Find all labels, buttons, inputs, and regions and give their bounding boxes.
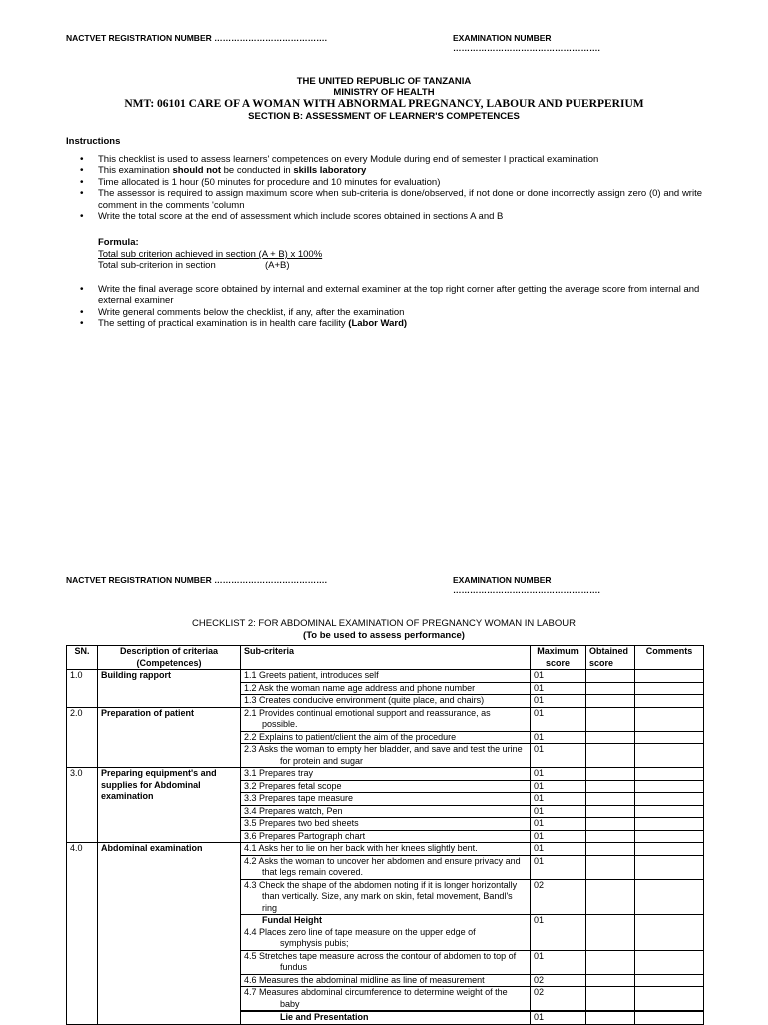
subcriterion: 2.3 Asks the woman to empty her bladder, and save and test the urine for protein and sugar [241,744,531,768]
instruction-item: • Time allocated is 1 hour (50 minutes for procedure and 10 minutes for evaluation) [66,177,702,188]
section-description: Abdominal examination [98,843,241,1025]
obtained-score-cell[interactable] [586,1011,635,1024]
comments-cell[interactable] [635,879,704,915]
max-score: 01 [531,830,586,843]
section-number: 3.0 [67,768,98,843]
max-score: 01 [531,695,586,708]
obtained-score-cell[interactable] [586,843,635,856]
instruction-item: • The assessor is required to assign maximum score when sub-criteria is done/observed, if not done or done incorrectly assign zero (0) and write comment in the comments 'column [66,188,702,211]
instructions-list-2 [66,284,702,330]
subcriterion: Fundal Height 4.4 Places zero line of tape measure on the upper edge of symphysis pubis; [241,915,531,951]
max-score: 01 [531,1011,586,1024]
fundal-height-heading: Fundal Height [262,915,322,925]
max-score: 01 [531,707,586,731]
max-score: 01 [531,843,586,856]
comments-cell[interactable] [635,707,704,731]
instruction-item: • Write the total score at the end of assessment which include scores obtained in sections A and B [66,211,702,222]
max-score: 01 [531,818,586,831]
table-row [67,707,704,731]
obtained-score-cell[interactable] [586,670,635,683]
comments-cell[interactable] [635,855,704,879]
col-header-comments: Comments [635,646,704,670]
max-score: 02 [531,974,586,987]
section-description: Building rapport [98,670,241,708]
max-score: 02 [531,879,586,915]
instruction-item: • The setting of practical examination is in health care facility (Labor Ward) [66,318,702,329]
formula-label: Formula: [98,237,139,248]
section-number: 1.0 [67,670,98,708]
comments-cell[interactable] [635,915,704,951]
comments-cell[interactable] [635,974,704,987]
max-score: 01 [531,670,586,683]
bottom-header [66,575,696,596]
table-row [67,670,704,683]
obtained-score-cell[interactable] [586,830,635,843]
checklist-title: CHECKLIST 2: FOR ABDOMINAL EXAMINATION OF PREGNANCY WOMAN IN LABOUR [192,618,576,629]
obtained-score-cell[interactable] [586,974,635,987]
max-score: 01 [531,731,586,744]
obtained-score-cell[interactable] [586,707,635,731]
col-header-sn: SN. [67,646,98,670]
comments-cell[interactable] [635,670,704,683]
col-header-description: Description of criteriaa (Competences) [98,646,241,670]
section-number: 4.0 [67,843,98,1025]
comments-cell[interactable] [635,682,704,695]
obtained-score-cell[interactable] [586,780,635,793]
formula-numerator: Total sub criterion achieved in section (A + B) x 100% [98,249,323,260]
max-score: 01 [531,768,586,781]
section-title: SECTION B: ASSESSMENT OF LEARNER'S COMPETENCES [248,111,520,122]
subcriterion: 4.6 Measures the abdominal midline as line of measurement [241,974,531,987]
checklist-table [66,645,704,1025]
registration-number-label: NACTVET REGISTRATION NUMBER …………………………………. [66,33,327,43]
subcriterion: 3.4 Prepares watch, Pen [241,805,531,818]
top-header [66,33,696,54]
instructions-heading: Instructions [66,136,121,147]
comments-cell[interactable] [635,843,704,856]
formula-denominator: Total sub-criterion in section (A+B) [98,260,290,271]
subcriterion [241,1011,531,1024]
subcriterion: 4.3 Check the shape of the abdomen noting if it is longer horizontally than vertically. Size, any mark on skin, fetal movement, Bandl's ring [241,879,531,915]
obtained-score-cell[interactable] [586,818,635,831]
instruction-item: • Write the final average score obtained by internal and external examiner at the top right corner after getting the average score from internal and external examiner [66,284,702,307]
col-header-obtained-score: Obtained score [586,646,635,670]
subcriterion: 4.5 Stretches tape measure across the contour of abdomen to top of fundus [241,950,531,974]
col-header-subcriteria: Sub-criteria [241,646,531,670]
table-header-row [67,646,704,670]
instruction-item: • Write general comments below the checklist, if any, after the examination [66,307,702,318]
instruction-item: • This checklist is used to assess learners' competences on every Module during end of semester I practical examination [66,154,702,165]
lie-presentation-heading: Lie and Presentation [280,1012,369,1022]
subcriterion: 1.3 Creates conducive environment (quite place, and chairs) [241,695,531,708]
subcriterion: 1.2 Ask the woman name age address and phone number [241,682,531,695]
comments-cell[interactable] [635,830,704,843]
comments-cell[interactable] [635,768,704,781]
instruction-item: • This examination should not be conducted in skills laboratory [66,165,702,176]
table-row [67,843,704,856]
col-header-max-score: Maximum score [531,646,586,670]
comments-cell[interactable] [635,695,704,708]
table-row [67,768,704,781]
examination-number-label: EXAMINATION NUMBER ……………………………………………. [453,33,600,54]
examination-number-label: EXAMINATION NUMBER ……………………………………………. [453,575,600,596]
registration-number-label: NACTVET REGISTRATION NUMBER …………………………………. [66,575,327,585]
section-number: 2.0 [67,707,98,768]
comments-cell[interactable] [635,744,704,768]
subcriterion: 3.6 Prepares Partograph chart [241,830,531,843]
obtained-score-cell[interactable] [586,682,635,695]
subcriterion: 3.2 Prepares fetal scope [241,780,531,793]
comments-cell[interactable] [635,818,704,831]
max-score: 01 [531,950,586,974]
obtained-score-cell[interactable] [586,731,635,744]
max-score: 01 [531,780,586,793]
subcriterion: 2.1 Provides continual emotional support and reassurance, as possible. [241,707,531,731]
subcriterion: 2.2 Explains to patient/client the aim of the procedure [241,731,531,744]
obtained-score-cell[interactable] [586,805,635,818]
subcriterion: 1.1 Greets patient, introduces self [241,670,531,683]
subcriterion: 4.7 Measures abdominal circumference to determine weight of the baby [241,987,531,1012]
obtained-score-cell[interactable] [586,793,635,806]
country-title: THE UNITED REPUBLIC OF TANZANIA [296,76,472,87]
obtained-score-cell[interactable] [586,855,635,879]
comments-cell[interactable] [635,805,704,818]
subcriterion: 4.2 Asks the woman to uncover her abdomen and ensure privacy and that legs remain covered. [241,855,531,879]
obtained-score-cell[interactable] [586,744,635,768]
obtained-score-cell[interactable] [586,695,635,708]
section-description: Preparation of patient [98,707,241,768]
obtained-score-cell[interactable] [586,879,635,915]
comments-cell[interactable] [635,793,704,806]
comments-cell[interactable] [635,1011,704,1024]
subcriterion: 3.3 Prepares tape measure [241,793,531,806]
max-score: 01 [531,915,586,951]
comments-cell[interactable] [635,950,704,974]
max-score: 01 [531,744,586,768]
max-score: 01 [531,855,586,879]
instructions-list [66,154,702,222]
max-score: 01 [531,682,586,695]
comments-cell[interactable] [635,780,704,793]
obtained-score-cell[interactable] [586,915,635,951]
max-score: 02 [531,987,586,1012]
subcriterion: 4.1 Asks her to lie on her back with her knees slightly bent. [241,843,531,856]
max-score: 01 [531,805,586,818]
checklist-subtitle: (To be used to assess performance) [303,630,465,641]
subcriterion: 3.5 Prepares two bed sheets [241,818,531,831]
max-score: 01 [531,793,586,806]
obtained-score-cell[interactable] [586,768,635,781]
ministry-title: MINISTRY OF HEALTH [333,87,435,98]
obtained-score-cell[interactable] [586,987,635,1012]
section-description: Preparing equipment's and supplies for Abdominal examination [98,768,241,843]
module-title: NMT: 06101 CARE OF A WOMAN WITH ABNORMAL PREGNANCY, LABOUR AND PUERPERIUM [124,98,644,110]
comments-cell[interactable] [635,987,704,1012]
subcriterion: 3.1 Prepares tray [241,768,531,781]
comments-cell[interactable] [635,731,704,744]
obtained-score-cell[interactable] [586,950,635,974]
